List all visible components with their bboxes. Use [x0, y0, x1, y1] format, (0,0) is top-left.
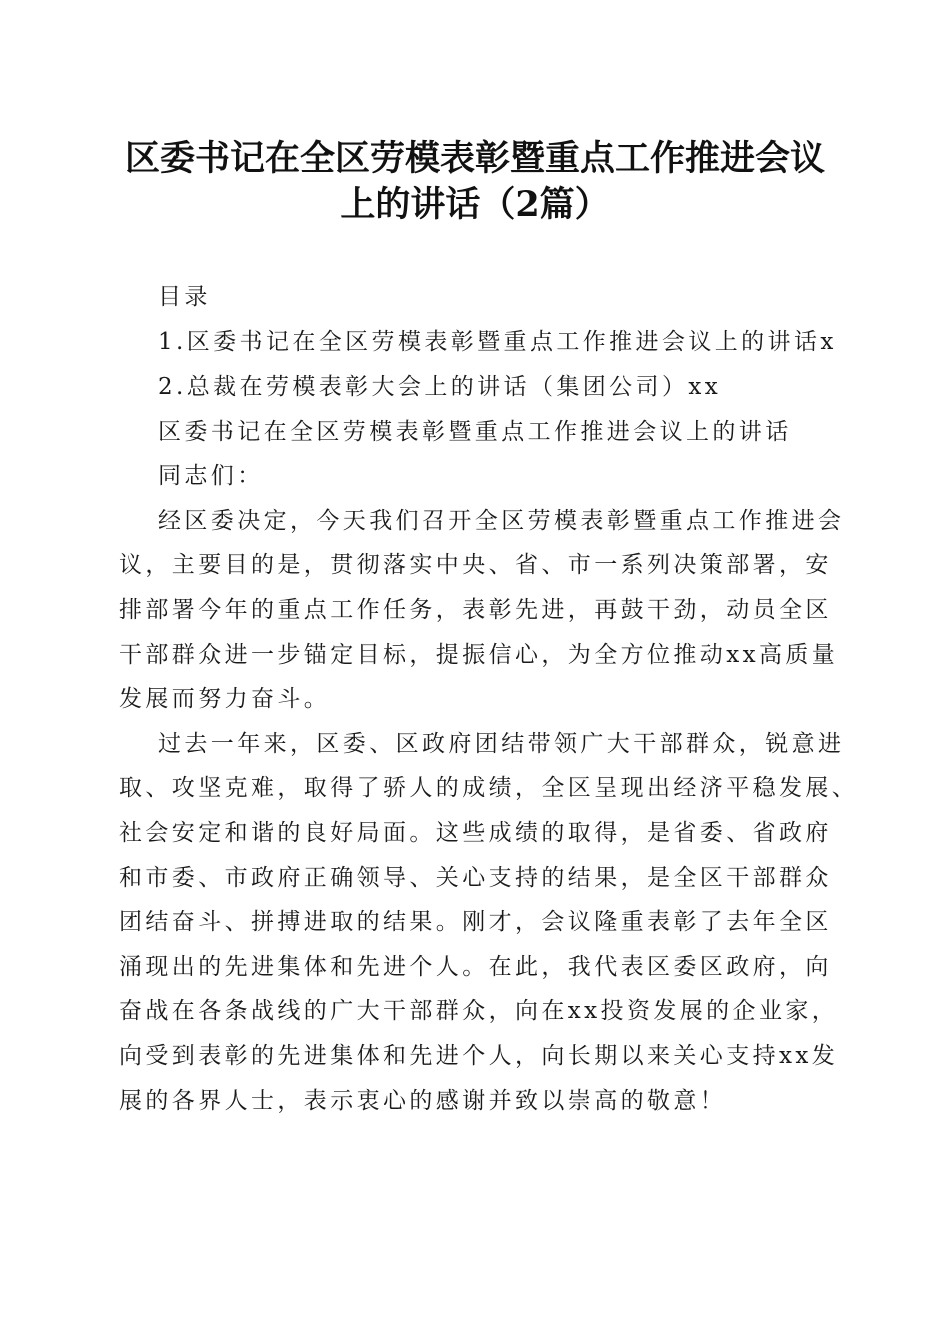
paragraph-line: 过去一年来，区委、区政府团结带领广大干部群众，锐意进 [158, 731, 845, 757]
paragraph-line: 涌现出的先进集体和先进个人。在此，我代表区委区政府，向 [119, 954, 832, 980]
paragraph-line: 向受到表彰的先进集体和先进个人，向长期以来关心支持xx发 [119, 1043, 839, 1069]
paragraph-line: 取、攻坚克难，取得了骄人的成绩，全区呈现出经济平稳发展、 [119, 775, 859, 801]
paragraph-line: 展的各界人士，表示衷心的感谢并致以崇高的敬意！ [119, 1088, 727, 1114]
toc-heading: 目录 [158, 284, 211, 310]
document-title-line-1: 区委书记在全区劳模表彰暨重点工作推进会议 [124, 138, 825, 179]
paragraph-line: 和市委、市政府正确领导、关心支持的结果，是全区干部群众 [119, 865, 832, 891]
speech-title: 区委书记在全区劳模表彰暨重点工作推进会议上的讲话 [158, 419, 792, 445]
paragraph-line: 社会安定和谐的良好局面。这些成绩的取得，是省委、省政府 [119, 820, 832, 846]
toc-item-2: 2.总裁在劳模表彰大会上的讲话（集团公司）xx [158, 374, 722, 400]
paragraph-line: 干部群众进一步锚定目标，提振信心，为全方位推动xx高质量 [119, 642, 839, 668]
toc-item-1: 1.区委书记在全区劳模表彰暨重点工作推进会议上的讲话x [158, 329, 837, 355]
salutation: 同志们： [158, 463, 264, 489]
document-title-line-2: 上的讲话（2篇） [340, 184, 610, 225]
paragraph-line: 奋战在各条战线的广大干部群众，向在xx投资发展的企业家， [119, 998, 839, 1024]
paragraph-line: 发展而努力奋斗。 [119, 686, 331, 712]
paragraph-line: 经区委决定，今天我们召开全区劳模表彰暨重点工作推进会 [158, 508, 845, 534]
paragraph-line: 议，主要目的是，贯彻落实中央、省、市一系列决策部署，安 [119, 552, 832, 578]
paragraph-line: 排部署今年的重点工作任务，表彰先进，再鼓干劲，动员全区 [119, 597, 832, 623]
paragraph-line: 团结奋斗、拼搏进取的结果。刚才，会议隆重表彰了去年全区 [119, 909, 832, 935]
